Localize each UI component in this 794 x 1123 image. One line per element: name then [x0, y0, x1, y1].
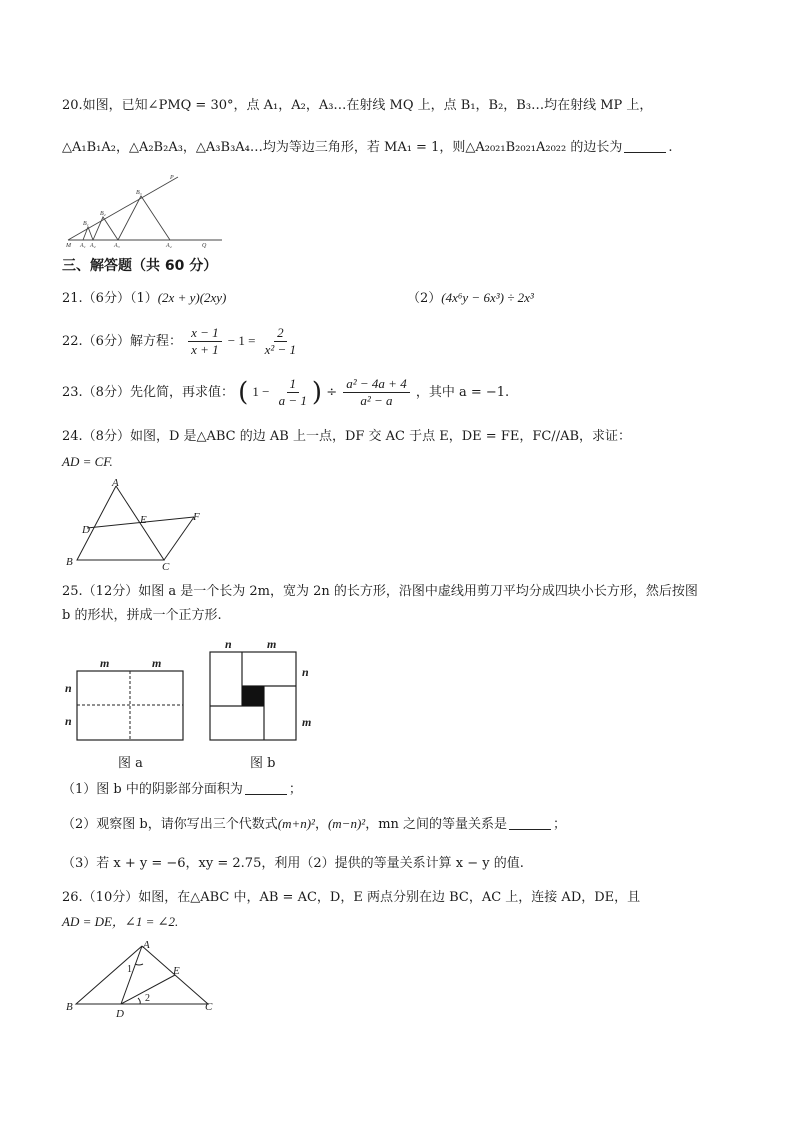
q22-rhs-den: x² − 1 — [264, 342, 297, 357]
q23-inner-num: 1 — [287, 376, 300, 393]
q23-inner-lead: 1 − — [252, 384, 270, 399]
q23-f-num: a² − 4a + 4 — [343, 376, 409, 393]
q20-label-a3: A₃ — [114, 243, 120, 249]
q21-prefix: 21.（6分）（1） — [62, 291, 158, 306]
q24-label-f: F — [193, 511, 200, 523]
q26-figure — [62, 936, 222, 1018]
q20-figure — [62, 170, 232, 250]
q25-sub2-expr1: (m+n)² — [277, 816, 315, 831]
q20-line2-text: △A₁B₁A₂，△A₂B₂A₃，△A₃B₃A₄…均为等边三角形，若 MA₁ = 1，则△A₂₀₂₁B₂₀₂₁A₂₀₂₂ 的边长为 — [62, 140, 623, 155]
q26-label-c: C — [205, 1001, 213, 1013]
q20-label-b2: B₂ — [100, 211, 106, 217]
q20-line2 — [62, 138, 673, 158]
q22-lhs-den: x + 1 — [191, 342, 219, 357]
q26-label-a: A — [143, 939, 150, 951]
q25-sub2-expr2: (m−n)² — [327, 816, 366, 831]
q23-div: ÷ — [326, 385, 338, 400]
q25-sub2-blank[interactable] — [509, 815, 551, 830]
q26-label-d: D — [116, 1008, 124, 1018]
q25-a-label-m2: m — [152, 656, 162, 670]
q22-lhs-fraction — [188, 325, 222, 358]
q25-line2: b 的形状，拼成一个正方形. — [62, 608, 222, 623]
q25-sub1-text: （1）图 b 中的阴影部分面积为 — [62, 782, 243, 797]
q25-figure-b — [205, 636, 325, 746]
q25-a-label-m1: m — [100, 656, 110, 670]
q20-label-p: P — [170, 175, 174, 181]
q25-line1: 25.（12分）如图 a 是一个长为 2m，宽为 2n 的长方形，沿图中虚线用剪刀平均分成四块小长方形，然后按图 — [62, 584, 698, 599]
q20-label-a4: A₄ — [166, 243, 172, 249]
q25-caption-a: 图 a — [118, 756, 143, 771]
q23: 23.（8分）先化简，再求值： ( 1 − $\frac{1}{a - 1}$ ) ÷ $\frac{\text{a² − 4a + 4}}{\text{a² − a}}$ ，其中 a = −1. — [62, 376, 510, 408]
q24-line1: 24.（8分）如图，D 是△ABC 的边 AB 上一点，DF 交 AC 于点 E，DE = FE，FC//AB，求证： — [62, 429, 632, 444]
q20-answer-blank[interactable] — [624, 138, 666, 153]
q24-label-d: D — [82, 524, 90, 536]
q25-caption-b: 图 b — [250, 756, 276, 771]
q26-label-angle1: 1 — [127, 964, 132, 975]
q20-label-a1: A₁ — [80, 243, 86, 249]
q20-label-m: M — [66, 243, 71, 249]
q25-sub2-text-b: ，mn 之间的等量关系是 — [365, 817, 508, 832]
q21-part1 — [62, 288, 226, 309]
q25-sub1-end: ； — [288, 782, 302, 797]
q23-suffix: ，其中 a = −1. — [415, 385, 510, 400]
q23-inner-fraction — [276, 376, 310, 409]
q24-label-b: B — [66, 556, 73, 568]
q20-line1: 20.如图，已知∠PMQ = 30°，点 A₁，A₂，A₃…在射线 MQ 上，点 B₁，B₂，B₃…均在射线 MP 上， — [62, 98, 653, 113]
q25-figure-a — [60, 655, 190, 750]
q25-b-label-n-right: n — [302, 665, 309, 679]
q20-line2-end: . — [668, 140, 673, 155]
q25-a-label-n2: n — [65, 714, 72, 728]
q25-b-label-m-right: m — [302, 715, 312, 729]
q25-sub1 — [62, 780, 302, 800]
q24-line2: AD = CF. — [62, 454, 113, 469]
q24-label-e: E — [140, 514, 147, 526]
q24-figure — [62, 478, 212, 570]
q25-sub2-text-a: （2）观察图 b，请你写出三个代数式 — [62, 817, 278, 832]
q20-label-q: Q — [202, 243, 207, 249]
q26-label-b: B — [66, 1001, 73, 1013]
q20-label-b3: B₃ — [136, 190, 142, 196]
q23-fraction — [343, 376, 409, 409]
q21-expr2: (4x⁶y − 6x³) ÷ 2x³ — [441, 290, 534, 305]
q21-part2-label: （2） — [407, 291, 442, 306]
q22-prefix: 22.（6分）解方程： — [62, 334, 182, 349]
q25-a-label-n1: n — [65, 681, 72, 695]
q22-middle: − 1 = — [227, 333, 256, 348]
q25-b-label-n-top: n — [225, 637, 232, 651]
q21-part2 — [407, 288, 534, 309]
q25-sub2-end: ； — [553, 817, 567, 832]
q25-sub2-sep: ， — [314, 817, 328, 832]
q25-b-label-m-top: m — [267, 637, 277, 651]
q22 — [62, 322, 301, 361]
section-3-heading: 三、解答题（共 60 分） — [62, 258, 218, 274]
q26-label-e: E — [173, 965, 180, 977]
q21-expr1: (2x + y)(2xy) — [157, 290, 227, 305]
q26-line2: AD = DE，∠1 = ∠2. — [62, 914, 179, 929]
q22-rhs-fraction — [262, 325, 299, 358]
q24-label-c: C — [162, 561, 170, 570]
q22-lhs-num: x − 1 — [188, 325, 222, 342]
q26-line1: 26.（10分）如图，在△ABC 中，AB = AC，D，E 两点分别在边 BC，AC 上，连接 AD，DE，且 — [62, 890, 641, 905]
q25-sub3: （3）若 x + y = −6，xy = 2.75，利用（2）提供的等量关系计算 x − y 的值. — [62, 856, 524, 871]
q23-inner-den: a − 1 — [278, 393, 307, 408]
q26-label-angle2: 2 — [145, 993, 150, 1004]
q22-rhs-num: 2 — [274, 325, 287, 342]
q23-f-den: a² − a — [360, 393, 393, 408]
q20-label-b1: B₁ — [83, 221, 89, 227]
q25-sub2 — [62, 814, 566, 835]
q25-sub1-blank[interactable] — [245, 780, 287, 795]
q23-prefix: 23.（8分）先化简，再求值： — [62, 385, 234, 400]
q20-label-a2: A₂ — [90, 243, 96, 249]
q24-label-a: A — [112, 478, 119, 489]
